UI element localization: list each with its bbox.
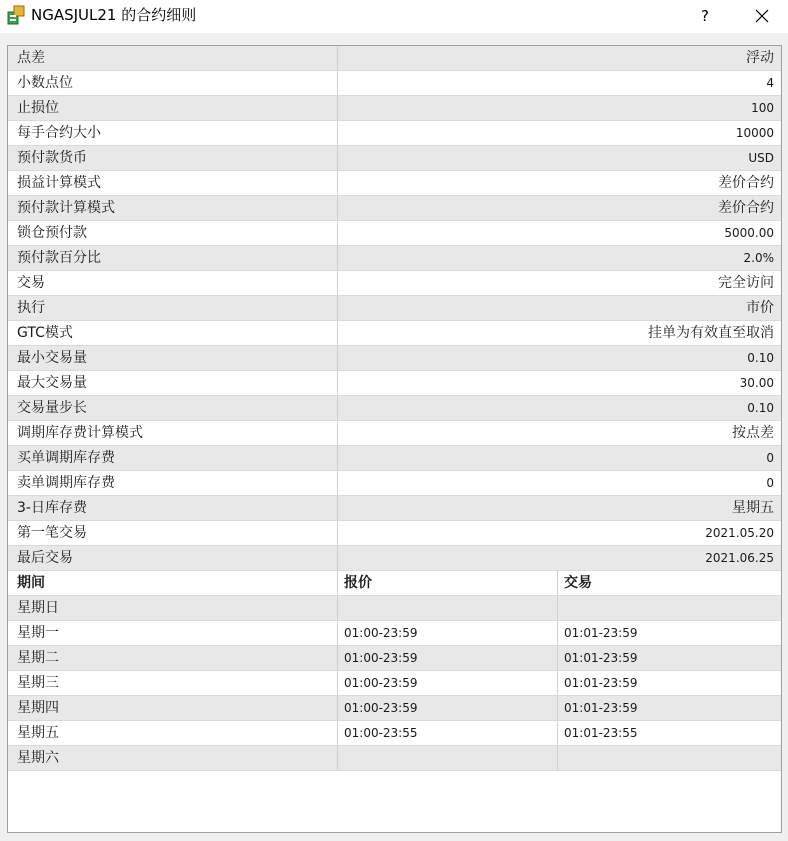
- session-day: 星期五: [8, 721, 338, 745]
- session-quote-hours: 01:00-23:55: [338, 721, 558, 745]
- session-trade-hours: 01:01-23:59: [564, 651, 638, 665]
- sessions-header-row: [8, 571, 781, 596]
- spec-value: 2021.06.25: [705, 551, 774, 565]
- spec-label: 每手合约大小: [8, 121, 338, 145]
- spec-row-profit-calc-mode: [8, 171, 781, 196]
- spec-label: 执行: [8, 296, 338, 320]
- spec-row-swap-long: [8, 446, 781, 471]
- session-day: 星期六: [8, 746, 338, 770]
- session-day: 星期日: [8, 596, 338, 620]
- session-row-thursday: [8, 696, 781, 721]
- spec-label: 损益计算模式: [8, 171, 338, 195]
- session-trade-hours: [558, 596, 781, 620]
- session-quote-hours: [338, 596, 558, 620]
- spec-value: 差价合约: [718, 200, 774, 216]
- session-trade-hours: [558, 746, 781, 770]
- spec-label: 买单调期库存费: [8, 446, 338, 470]
- session-quote-hours: 01:00-23:59: [338, 646, 558, 670]
- spec-label: 小数点位: [8, 71, 338, 95]
- spec-row-hedged-margin: [8, 221, 781, 246]
- spec-row-margin-calc-mode: [8, 196, 781, 221]
- spec-value: 100: [751, 101, 774, 115]
- session-row-sunday: [8, 596, 781, 621]
- session-day: 星期一: [8, 621, 338, 645]
- spec-row-margin-currency: [8, 146, 781, 171]
- spec-value: 按点差: [732, 425, 774, 441]
- spec-label: 最后交易: [8, 546, 338, 570]
- session-trade-hours: 01:01-23:59: [564, 626, 638, 640]
- spec-value: 差价合约: [718, 175, 774, 191]
- spec-row-margin-percentage: [8, 246, 781, 271]
- spec-value: 4: [766, 76, 774, 90]
- spec-row-swap-type: [8, 421, 781, 446]
- spec-row-execution: [8, 296, 781, 321]
- spec-row-contract-size: [8, 121, 781, 146]
- session-trade-hours: 01:01-23:55: [564, 726, 638, 740]
- session-quote-hours: 01:00-23:59: [338, 696, 558, 720]
- spec-value: 0.10: [747, 351, 774, 365]
- session-day: 星期二: [8, 646, 338, 670]
- close-icon: [755, 9, 769, 23]
- spec-value: 0: [766, 451, 774, 465]
- spec-label: 卖单调期库存费: [8, 471, 338, 495]
- spec-row-last-trade: [8, 546, 781, 571]
- session-trade-hours: 01:01-23:59: [564, 701, 638, 715]
- spec-label: 预付款货币: [8, 146, 338, 170]
- session-quote-hours: [338, 746, 558, 770]
- session-row-monday: [8, 621, 781, 646]
- spec-label: 3-日库存费: [8, 496, 338, 520]
- session-quote-hours: 01:00-23:59: [338, 621, 558, 645]
- spec-value: 星期五: [732, 500, 774, 516]
- spec-value: 完全访问: [718, 275, 774, 291]
- session-row-wednesday: [8, 671, 781, 696]
- spec-row-min-volume: [8, 346, 781, 371]
- title-bar: [0, 0, 788, 32]
- spec-value: 2.0%: [743, 251, 774, 265]
- session-trade-hours: 01:01-23:59: [564, 676, 638, 690]
- sessions-header-quote: 报价: [338, 571, 558, 595]
- spec-row-triple-swap: [8, 496, 781, 521]
- spec-label: 锁仓预付款: [8, 221, 338, 245]
- spec-row-gtc-mode: [8, 321, 781, 346]
- spec-value: 10000: [735, 126, 774, 140]
- spec-row-stops-level: [8, 96, 781, 121]
- spec-label: 预付款百分比: [8, 246, 338, 270]
- spec-value: 市价: [746, 300, 774, 316]
- session-quote-hours: 01:00-23:59: [338, 671, 558, 695]
- sessions-header-period: 期间: [8, 571, 338, 595]
- help-button[interactable]: ?: [701, 7, 709, 25]
- close-button[interactable]: [744, 2, 780, 30]
- spec-label: 调期库存费计算模式: [8, 421, 338, 445]
- session-row-tuesday: [8, 646, 781, 671]
- spec-label: 交易量步长: [8, 396, 338, 420]
- sessions-header-trade: 交易: [564, 575, 592, 591]
- session-row-friday: [8, 721, 781, 746]
- spec-value: 0: [766, 476, 774, 490]
- spec-row-volume-step: [8, 396, 781, 421]
- dialog-body: [0, 33, 788, 841]
- window-title: NGASJUL21 的合约细则: [31, 6, 197, 24]
- spec-row-digits: [8, 71, 781, 96]
- app-icon: [7, 5, 25, 25]
- spec-value: 0.10: [747, 401, 774, 415]
- spec-label: 预付款计算模式: [8, 196, 338, 220]
- spec-label: GTC模式: [8, 321, 338, 345]
- spec-value: USD: [748, 151, 774, 165]
- spec-row-swap-short: [8, 471, 781, 496]
- spec-row-first-trade: [8, 521, 781, 546]
- session-day: 星期三: [8, 671, 338, 695]
- spec-label: 第一笔交易: [8, 521, 338, 545]
- spec-value: 5000.00: [724, 226, 774, 240]
- spec-label: 交易: [8, 271, 338, 295]
- spec-label: 点差: [8, 46, 338, 70]
- spec-value: 浮动: [746, 50, 774, 66]
- spec-value: 挂单为有效直至取消: [648, 325, 774, 341]
- spec-row-trade: [8, 271, 781, 296]
- spec-label: 最小交易量: [8, 346, 338, 370]
- spec-value: 2021.05.20: [705, 526, 774, 540]
- spec-label: 最大交易量: [8, 371, 338, 395]
- session-row-saturday: [8, 746, 781, 771]
- spec-row-spread: [8, 46, 781, 71]
- spec-label: 止损位: [8, 96, 338, 120]
- spec-row-max-volume: [8, 371, 781, 396]
- spec-value: 30.00: [739, 376, 774, 390]
- contract-specification-table: [7, 45, 782, 833]
- session-day: 星期四: [8, 696, 338, 720]
